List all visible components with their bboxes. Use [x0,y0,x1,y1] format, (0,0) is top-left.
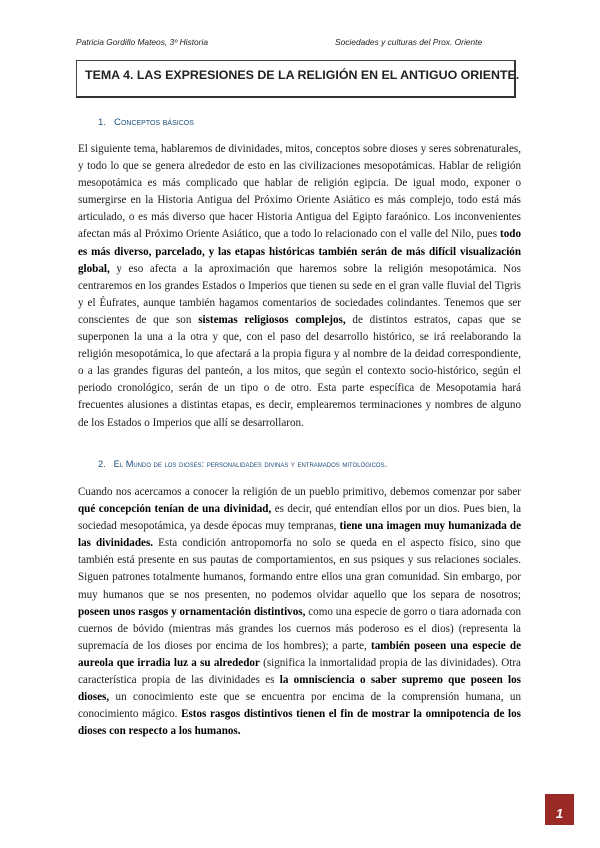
header-course: Sociedades y culturas del Prox. Oriente [335,37,483,47]
emphasis-text: qué concepción tenían de una divinidad, [78,503,272,516]
body-text: como una especie de gorro o tiara adornada con cuernos de bóvido (mientras más grandes los cuernos más poderoso es el dios) (representa la supremacía de los dioses por encima de los hombres); a parte, [78,605,521,652]
header-author: Patricia Gordillo Mateos, 3º Historia [76,37,208,47]
body-text: y eso afecta a la aproximación que haremos sobre la religión mesopotámica. Nos centraremos en los grandes Estados o Imperios que tienen su sede en el gran valle fluvial del Tigris y el Éufrates, aunque también hagamos comentarios de sociedades colindantes. Tenemos que ser conscientes de que son [78,262,521,326]
document-title: TEMA 4. LAS EXPRESIONES DE LA RELIGIÓN EN EL ANTIGUO ORIENTE. [76,60,516,98]
section-number: 2. [98,459,106,469]
body-text: El siguiente tema, hablaremos de divinidades, mitos, conceptos sobre dioses y seres sobrenaturales, y todo lo que se genera alrededor de esto en las civilizaciones mesopotámicas. Hablar de religión mesopotámica es más complicado que hablar de religión egipcia. De igual modo, exponer o sumergirse en la Historia Antigua del Próximo Oriente Asiático es más complejo, todo está más articulado, o es más diverso que hacer Historia Antigua del Egipto faraónico. Los inconvenientes afectan más al Próximo Oriente Asiático, que a todo lo relacionado con el valle del Nilo, pues [78,143,521,241]
section-title: Conceptos básicos [114,117,194,128]
body-text: un conocimiento este que se encuentra por encima de la comprensión humana, un conocimiento mágico. [78,691,521,721]
emphasis-text: tiene una imagen muy humanizada de las divinidades. [78,520,521,550]
section-heading-2 [98,459,387,469]
emphasis-text: también poseen una especie de aureola que irradia luz a su alrededor [78,639,522,669]
section-paragraph-1 [78,141,521,432]
section-title: El Mundo de los dioses: personalidades divinas y entramados mitológicos. [113,459,388,469]
body-text: Esta condición antropomorfa no solo se queda en el aspecto físico, sino que también está presente en sus pautas de comportamientos, en sus psiques y sus relaciones sociales. Siguen patrones totalmente humanos, formando entre ellos una gran comunidad. Sin embargo, por muy humanos que se nos presenten, no podemos olvidar aquello que los separa de nosotros; [78,537,521,601]
section-paragraph-2 [78,484,521,740]
emphasis-text: Estos rasgos distintivos tienen el fin de mostrar la omnipotencia de los dioses con respecto a los humanos. [78,708,521,738]
body-text: es decir, qué entendían ellos por un dios. Pues bien, la sociedad mesopotámica, ya desde épocas muy tempranas, [78,503,521,533]
page-number-badge: 1 [545,794,574,825]
emphasis-text: poseen unos rasgos y ornamentación distintivos, [78,605,306,618]
emphasis-text: sistemas religiosos complejos, [198,313,346,326]
body-text: (significa la inmortalidad propia de las divinidades). Otra característica propia de las divinidades es [78,656,521,687]
body-text: Cuando nos acercamos a conocer la religión de un pueblo primitivo, debemos comenzar por saber [78,486,521,498]
section-number: 1. [98,117,107,128]
body-text: de distintos estratos, capas que se superponen la una a la otra y que, con el paso del desarrollo histórico, se irá reelaborando la religión mesopotámica, lo que afectará a la propia figura y al nombre de la deidad correspondiente, o a las grandes figuras del panteón, a los mitos, que según el contexto socio-histórico, según el periodo cronológico, serán de un tipo o de otro. Esta parte específica de Mesopotamia hará frecuentes alusiones a distintas etapas, es decir, emplearemos terminaciones y nombres de alguno de los Estados o Imperios que allí se desarrollaron. [78,313,521,429]
emphasis-text: la omnisciencia o saber supremo que poseen los dioses, [78,674,522,704]
section-heading-1 [98,117,194,128]
emphasis-text: todo es más diverso, parcelado, y las etapas históricas también serán de más difícil visualización global, [78,228,521,275]
